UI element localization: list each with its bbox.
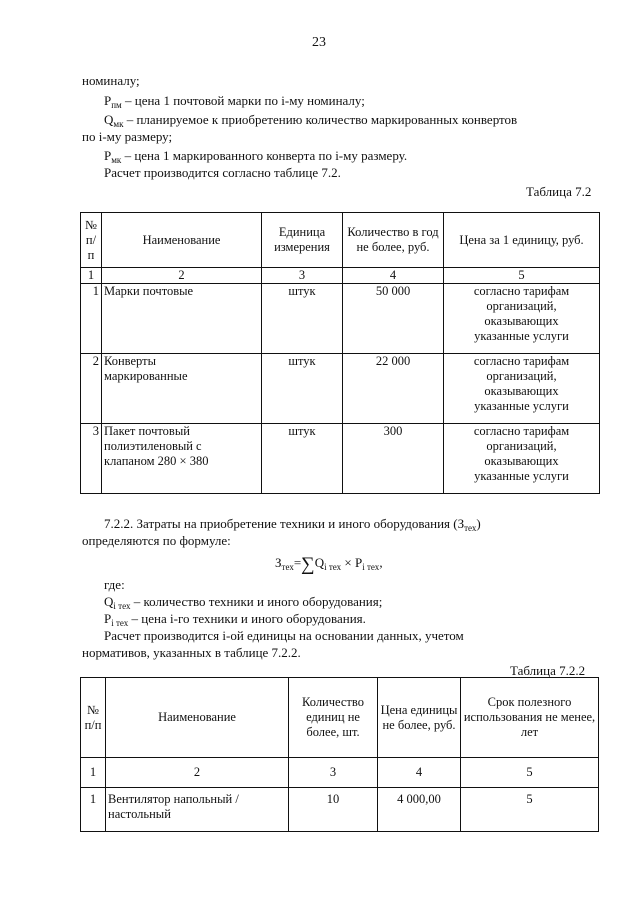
definition-line bbox=[104, 148, 407, 164]
definition-text: – цена i-го техники и иного оборудования. bbox=[128, 611, 366, 626]
definition-text: – цена 1 почтовой марки по i-му номиналу; bbox=[121, 93, 365, 108]
column-number: 1 bbox=[81, 268, 102, 284]
text-line: номиналу; bbox=[82, 73, 140, 88]
column-number: 2 bbox=[106, 758, 289, 788]
item-name-line: маркированные bbox=[104, 369, 188, 383]
item-name-line: Марки почтовые bbox=[104, 284, 194, 298]
formula-q: Q bbox=[314, 555, 325, 570]
definition-text: – планируемое к приобретению количество маркированных конвертов bbox=[123, 112, 518, 127]
item-price bbox=[444, 284, 600, 354]
item-term: 5 bbox=[461, 788, 599, 832]
symbol-subscript: мк bbox=[111, 155, 122, 165]
item-name bbox=[102, 284, 262, 354]
price-line: оказывающих bbox=[484, 314, 559, 328]
column-number: 2 bbox=[102, 268, 262, 284]
column-number: 3 bbox=[262, 268, 343, 284]
item-name-line: настольный bbox=[108, 807, 171, 821]
formula-equals: = bbox=[293, 555, 302, 570]
table-row bbox=[81, 788, 599, 832]
definition-text: – количество техники и иного оборудования; bbox=[130, 594, 383, 609]
symbol-subscript: мк bbox=[113, 119, 124, 129]
table-header-row bbox=[81, 678, 599, 758]
price-line: оказывающих bbox=[484, 454, 559, 468]
price-line: указанные услуги bbox=[474, 469, 569, 483]
row-number: 1 bbox=[81, 284, 102, 354]
column-number-row bbox=[81, 758, 599, 788]
table-row bbox=[81, 424, 600, 494]
price-line: указанные услуги bbox=[474, 329, 569, 343]
header-cell: Единица измерения bbox=[262, 213, 343, 268]
item-price bbox=[444, 354, 600, 424]
table-header-row bbox=[81, 213, 600, 268]
item-quantity: 22 000 bbox=[343, 354, 444, 424]
price-line: организаций, bbox=[486, 369, 557, 383]
column-number: 4 bbox=[378, 758, 461, 788]
item-name-line: клапаном 280 × 380 bbox=[104, 454, 209, 468]
row-number: 2 bbox=[81, 354, 102, 424]
definition-text: – цена 1 маркированного конверта по i-му размеру. bbox=[121, 148, 408, 163]
formula-p-subscript: i тех bbox=[362, 562, 380, 572]
formula-end: , bbox=[379, 555, 383, 570]
paragraph-line bbox=[104, 516, 481, 532]
column-number: 4 bbox=[343, 268, 444, 284]
header-cell: Количество единиц не более, шт. bbox=[289, 678, 378, 758]
header-cell: Цена за 1 единицу, руб. bbox=[444, 213, 600, 268]
item-name-line: полиэтиленовый с bbox=[104, 439, 202, 453]
paragraph-text: 7.2.2. Затраты на приобретение техники и иного оборудования (З bbox=[104, 516, 465, 531]
text-line: Расчет производится согласно таблице 7.2. bbox=[104, 165, 341, 180]
table-row bbox=[81, 284, 600, 354]
definition-line bbox=[104, 594, 382, 610]
price-line: согласно тарифам bbox=[473, 354, 570, 368]
table-caption: Таблица 7.2.2 bbox=[510, 663, 586, 678]
item-quantity: 300 bbox=[343, 424, 444, 494]
price-line: оказывающих bbox=[484, 384, 559, 398]
symbol: P bbox=[104, 148, 112, 163]
price-line: согласно тарифам bbox=[473, 284, 570, 298]
formula-p: P bbox=[355, 555, 363, 570]
text-line: нормативов, указанных в таблице 7.2.2. bbox=[82, 645, 301, 660]
header-cell: Цена единицы не более, руб. bbox=[378, 678, 461, 758]
text-line: по i-му размеру; bbox=[82, 129, 173, 144]
row-number: 1 bbox=[81, 788, 106, 832]
symbol: Q bbox=[104, 112, 114, 127]
column-number: 1 bbox=[81, 758, 106, 788]
header-cell: Наименование bbox=[106, 678, 289, 758]
header-cell: Срок полезного использования не менее, лет bbox=[461, 678, 599, 758]
definition-line bbox=[104, 611, 366, 627]
row-number: 3 bbox=[81, 424, 102, 494]
text-line: Расчет производится i-ой единицы на основании данных, учетом bbox=[104, 628, 464, 643]
table-row bbox=[81, 354, 600, 424]
definition-line bbox=[104, 112, 517, 128]
text-line: где: bbox=[104, 577, 125, 592]
table-7-2-2 bbox=[80, 677, 599, 832]
item-quantity: 10 bbox=[289, 788, 378, 832]
header-cell: Количество в год не более, руб. bbox=[343, 213, 444, 268]
formula-lhs-subscript: тех bbox=[281, 562, 294, 572]
item-name-line: Конверты bbox=[104, 354, 156, 368]
table-caption: Таблица 7.2 bbox=[526, 184, 592, 199]
formula bbox=[275, 554, 383, 576]
item-name-line: Пакет почтовый bbox=[104, 424, 190, 438]
formula-times: × bbox=[341, 555, 356, 570]
item-unit: штук bbox=[262, 284, 343, 354]
item-unit: штук bbox=[262, 424, 343, 494]
symbol: Q bbox=[104, 594, 114, 609]
column-number: 5 bbox=[461, 758, 599, 788]
symbol-subscript: тех bbox=[464, 523, 477, 533]
price-line: указанные услуги bbox=[474, 399, 569, 413]
paragraph-line: определяются по формуле: bbox=[82, 533, 231, 548]
formula-q-subscript: i тех bbox=[324, 562, 342, 572]
price-line: организаций, bbox=[486, 299, 557, 313]
header-cell: Наименование bbox=[102, 213, 262, 268]
header-cell: № п/п bbox=[81, 678, 106, 758]
page-number: 23 bbox=[312, 35, 326, 50]
item-name bbox=[102, 354, 262, 424]
item-price: 4 000,00 bbox=[378, 788, 461, 832]
symbol-subscript: i тех bbox=[113, 601, 131, 611]
price-line: организаций, bbox=[486, 439, 557, 453]
price-line: согласно тарифам bbox=[473, 424, 570, 438]
column-number-row bbox=[81, 268, 600, 284]
symbol-subscript: i тех bbox=[111, 618, 129, 628]
column-number: 3 bbox=[289, 758, 378, 788]
item-name-line: Вентилятор напольный / bbox=[108, 792, 239, 806]
table-7-2 bbox=[80, 212, 600, 494]
header-cell: № п/п bbox=[81, 213, 102, 268]
paragraph-text: ) bbox=[476, 516, 481, 531]
sum-symbol: ∑ bbox=[301, 554, 315, 575]
definition-line bbox=[104, 93, 365, 109]
item-unit: штук bbox=[262, 354, 343, 424]
item-quantity: 50 000 bbox=[343, 284, 444, 354]
formula-lhs: З bbox=[275, 555, 282, 570]
column-number: 5 bbox=[444, 268, 600, 284]
item-price bbox=[444, 424, 600, 494]
item-name bbox=[102, 424, 262, 494]
symbol: P bbox=[104, 611, 112, 626]
symbol: P bbox=[104, 93, 112, 108]
symbol-subscript: пм bbox=[111, 100, 122, 110]
item-name bbox=[106, 788, 289, 832]
